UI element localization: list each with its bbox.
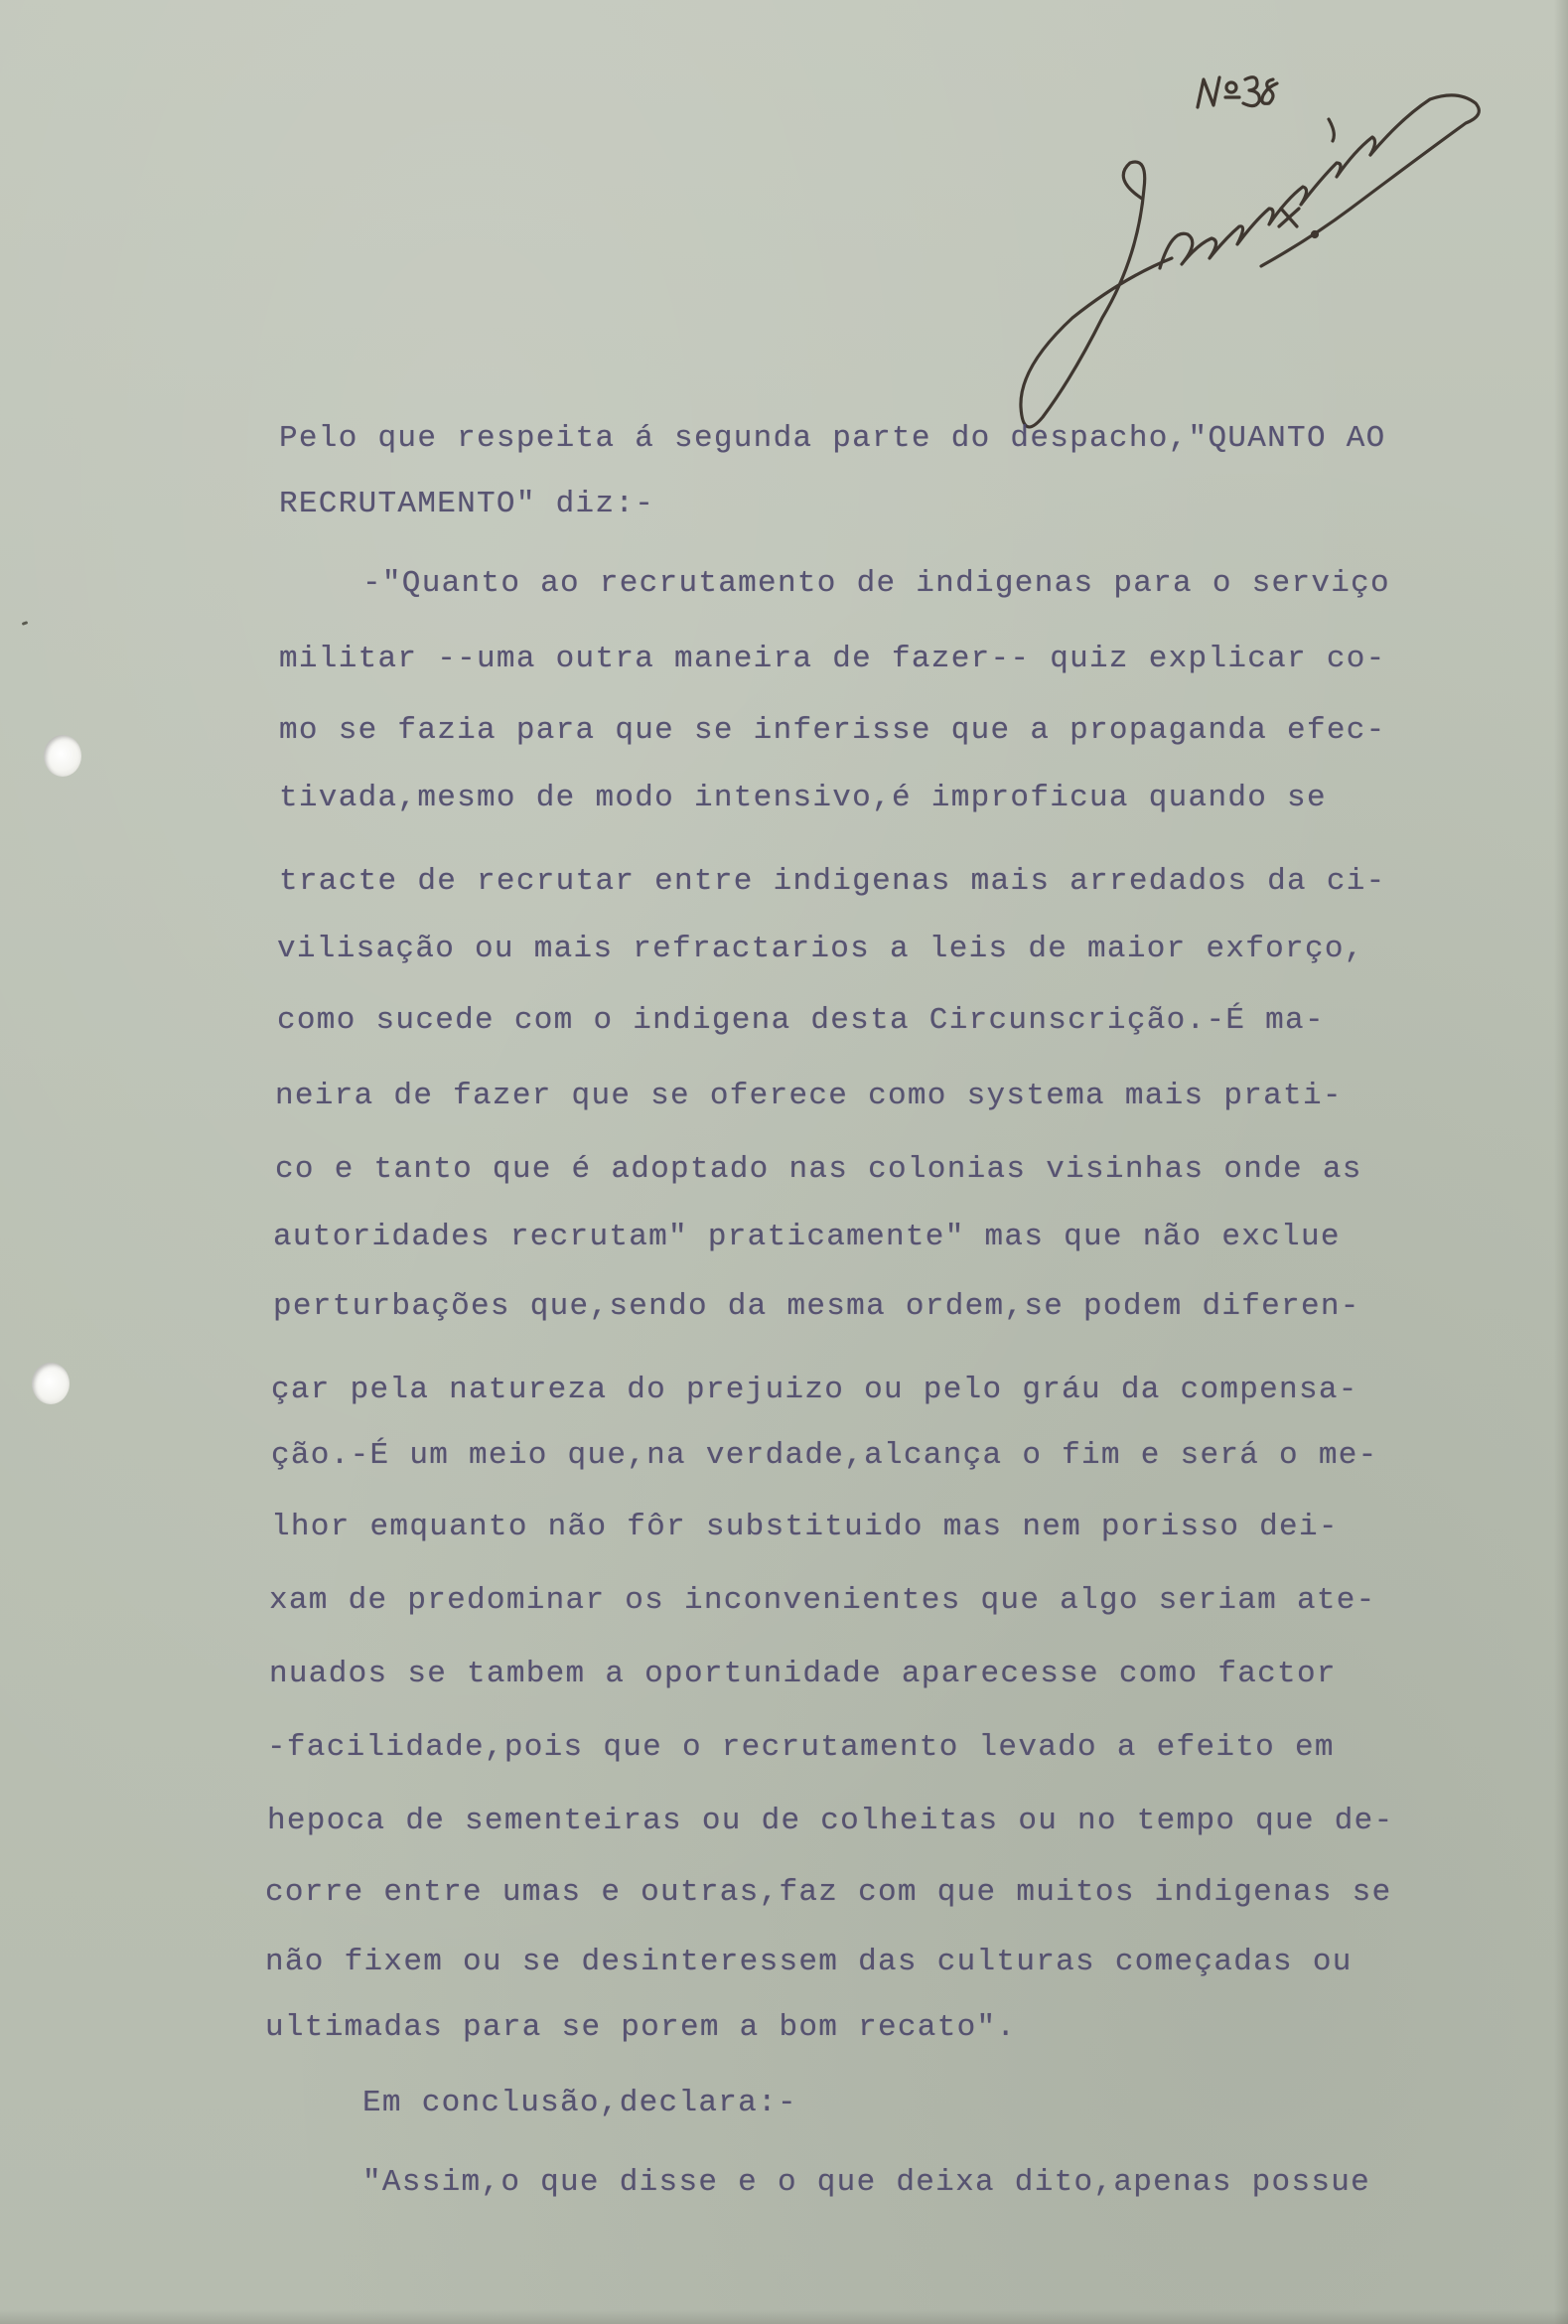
text-line: corre entre umas e outras,faz com que muitos indigenas se (265, 1875, 1392, 1910)
text-line: -"Quanto ao recrutamento de indigenas para o serviço (362, 566, 1390, 601)
text-line: tracte de recrutar entre indigenas mais arredados da ci- (279, 864, 1386, 899)
text-line: RECRUTAMENTO" diz:- (279, 487, 655, 521)
text-line: não fixem ou se desinteressem das culturas começadas ou (265, 1945, 1353, 1979)
text-line: Em conclusão,declara:- (362, 2086, 797, 2120)
text-line: "Assim,o que disse e o que deixa dito,apenas possue (362, 2165, 1371, 2200)
text-line: autoridades recrutam" praticamente" mas que não exclue (273, 1220, 1341, 1254)
text-line: co e tanto que é adoptado nas colonias visinhas onde as (275, 1152, 1362, 1187)
text-line: Pelo que respeita á segunda parte do despacho,"QUANTO AO (279, 421, 1386, 456)
text-line: çar pela natureza do prejuizo ou pelo gráu da compensa- (271, 1373, 1358, 1407)
text-line: nuados se tambem a oportunidade aparecesse como factor (269, 1657, 1337, 1691)
text-line: neira de fazer que se oferece como systema mais prati- (275, 1079, 1343, 1113)
text-line: hepoca de sementeiras ou de colheitas ou no tempo que de- (267, 1804, 1394, 1838)
text-line: militar --uma outra maneira de fazer-- quiz explicar co- (279, 642, 1386, 676)
text-line: tivada,mesmo de modo intensivo,é improficua quando se (279, 781, 1327, 815)
text-line: ultimadas para se porem a bom recato". (265, 2010, 1017, 2045)
text-line: vilisação ou mais refractarios a leis de maior exforço, (277, 932, 1364, 966)
text-line: perturbações que,sendo da mesma ordem,se podem diferen- (273, 1289, 1360, 1324)
text-line: ção.-É um meio que,na verdade,alcança o fim e será o me- (271, 1438, 1378, 1473)
text-line: -facilidade,pois que o recrutamento levado a efeito em (267, 1730, 1335, 1765)
text-line: xam de predominar os inconvenientes que algo seriam ate- (269, 1583, 1376, 1618)
text-line: como sucede com o indigena desta Circunscrição.-É ma- (277, 1003, 1325, 1038)
text-line: mo se fazia para que se inferisse que a propaganda efec- (279, 713, 1386, 748)
text-line: lhor emquanto não fôr substituido mas nem porisso dei- (271, 1510, 1339, 1544)
